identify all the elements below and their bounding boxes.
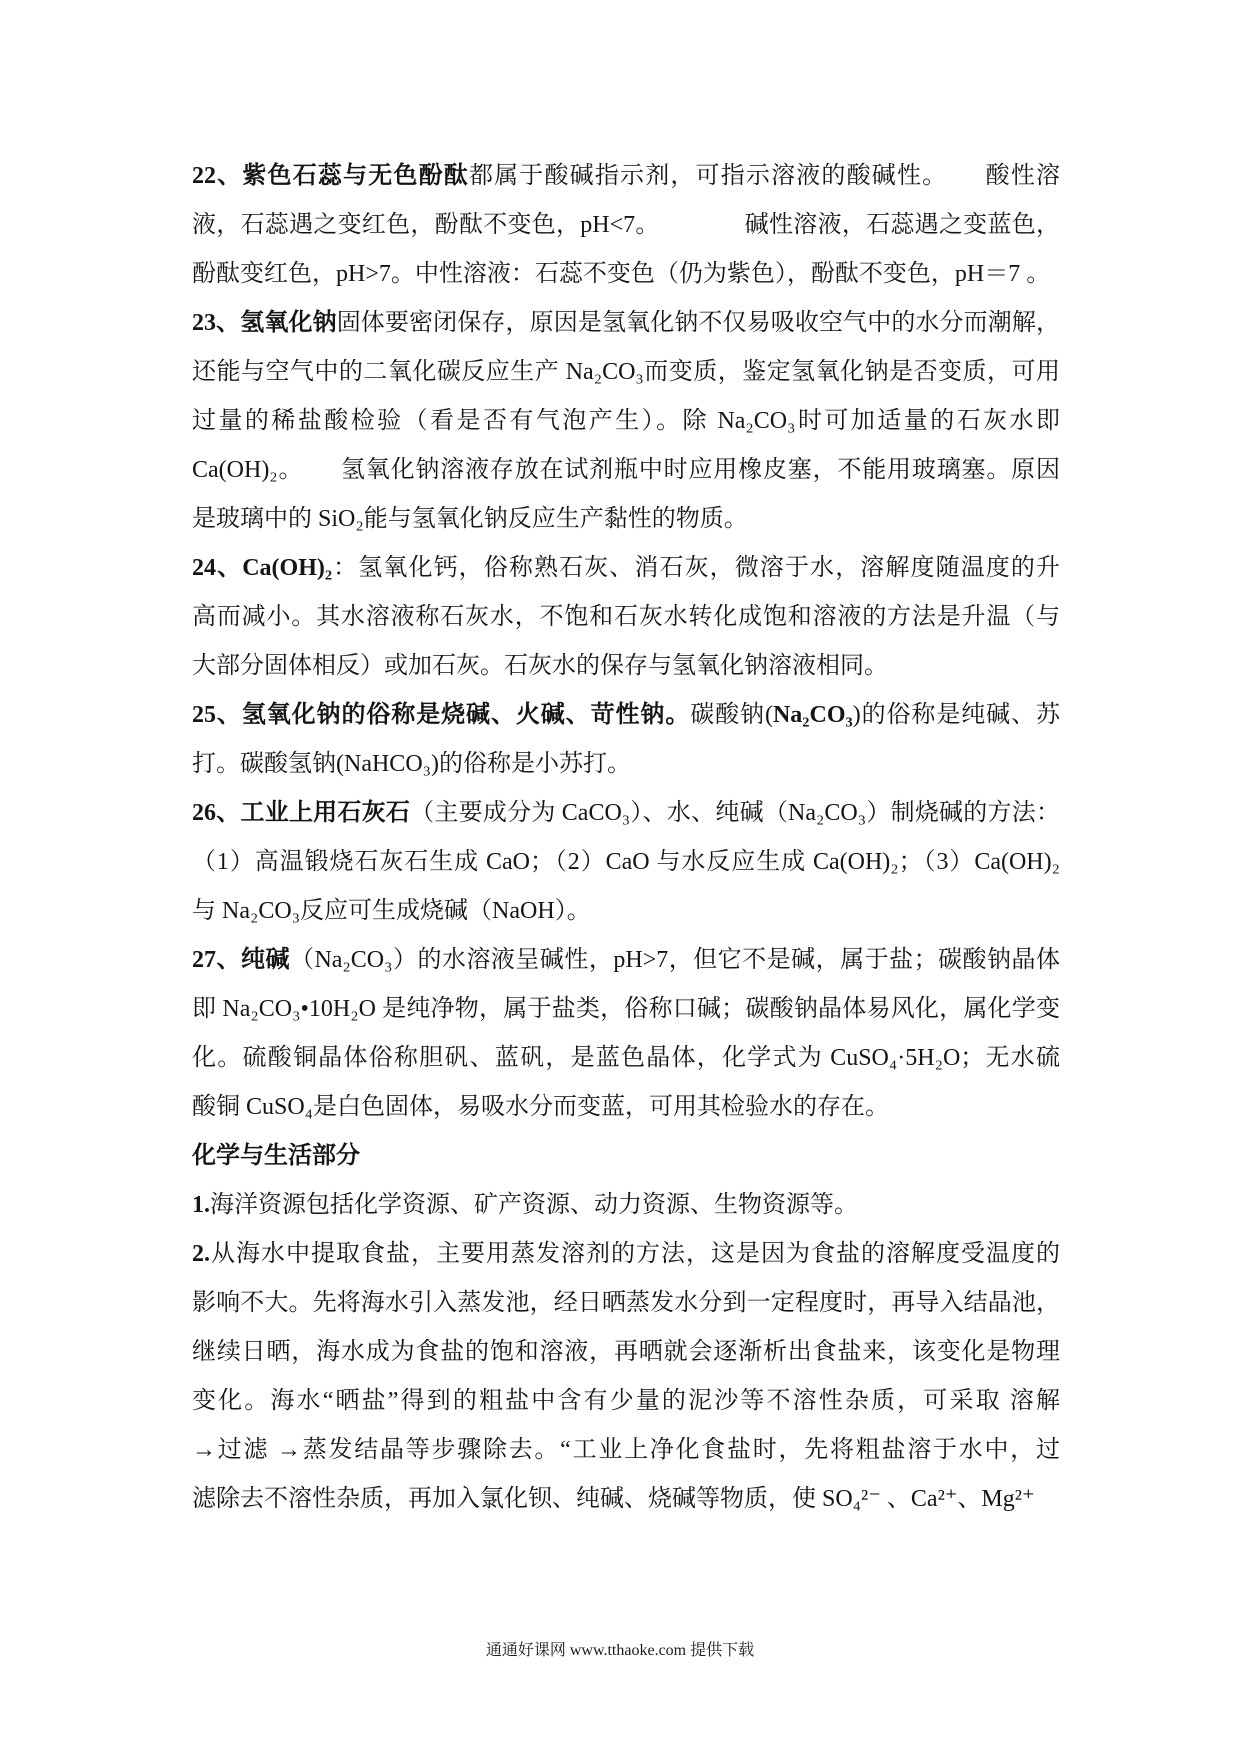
bold-text: 24、Ca(OH)₂ xyxy=(192,555,333,581)
text-run: 碳酸钠( xyxy=(690,702,773,728)
text-line xyxy=(192,495,1060,544)
bold-text: 2. xyxy=(192,1241,210,1267)
bold-text: 25、氢氧化钠的俗称是烧碱、火碱、苛性钠。 xyxy=(192,702,691,728)
paragraph xyxy=(192,691,1060,789)
page-footer xyxy=(0,1640,1240,1662)
text-line xyxy=(192,789,1060,838)
bold-text: 22、紫色石蕊与无色酚酞 xyxy=(192,163,469,189)
text-run: 还能与空气中的二氧化碳反应生产 Na₂CO₃而变质，鉴定氢氧化钠是否变质，可用 xyxy=(192,359,1060,385)
text-line xyxy=(192,1426,1060,1475)
text-line xyxy=(192,740,1060,789)
paragraph xyxy=(192,299,1060,544)
text-run: 滤除去不溶性杂质，再加入氯化钡、纯碱、烧碱等物质，使 SO₄²⁻ 、Ca²⁺、Mg²⁺ xyxy=(192,1486,1035,1512)
text-line xyxy=(192,250,1060,299)
paragraph xyxy=(192,1181,1060,1230)
text-line xyxy=(192,397,1060,446)
text-run: ：氢氧化钙，俗称熟石灰、消石灰，微溶于水，溶解度随温度的升 xyxy=(332,555,1060,581)
bold-text: 23、氢氧化钠 xyxy=(192,310,337,336)
text-line xyxy=(192,299,1060,348)
text-run: 从海水中提取食盐，主要用蒸发溶剂的方法，这是因为食盐的溶解度受温度的 xyxy=(210,1241,1060,1267)
text-line xyxy=(192,1181,1060,1230)
paragraph xyxy=(192,1230,1060,1524)
text-line xyxy=(192,985,1060,1034)
text-line xyxy=(192,642,1060,691)
text-line xyxy=(192,1230,1060,1279)
text-run: →过滤 →蒸发结晶等步骤除去。“工业上净化食盐时，先将粗盐溶于水中，过 xyxy=(192,1437,1060,1463)
text-run: （主要成分为 CaCO₃）、水、纯碱（Na₂CO₃）制烧碱的方法： xyxy=(410,800,1061,826)
text-run: （1）高温锻烧石灰石生成 CaO；（2）CaO 与水反应生成 Ca(OH)₂；（3）Ca(OH)₂ xyxy=(192,849,1060,875)
text-line xyxy=(192,446,1060,495)
text-run: 海洋资源包括化学资源、矿产资源、动力资源、生物资源等。 xyxy=(210,1192,858,1218)
text-run: Ca(OH)₂。 氢氧化钠溶液存放在试剂瓶中时应用橡皮塞，不能用玻璃塞。原因 xyxy=(192,457,1060,483)
text-run: 都属于酸碱指示剂，可指示溶液的酸碱性。 酸性溶 xyxy=(468,163,1061,189)
bold-text: 27、纯碱 xyxy=(192,947,290,973)
text-line xyxy=(192,593,1060,642)
text-run: 酸铜 CuSO₄是白色固体，易吸水分而变蓝，可用其检验水的存在。 xyxy=(192,1094,890,1120)
text-run: 固体要密闭保存，原因是氢氧化钠不仅易吸收空气中的水分而潮解， xyxy=(336,310,1060,336)
text-line xyxy=(192,1034,1060,1083)
text-run: 过量的稀盐酸检验（看是否有气泡产生）。除 Na₂CO₃时可加适量的石灰水即 xyxy=(192,408,1060,434)
text-run: 液，石蕊遇之变红色，酚酞不变色，pH<7。 碱性溶液，石蕊遇之变蓝色， xyxy=(192,212,1060,238)
text-line xyxy=(192,1328,1060,1377)
text-line xyxy=(192,838,1060,887)
bold-text: 1. xyxy=(192,1192,210,1218)
paragraph xyxy=(192,544,1060,691)
text-line xyxy=(192,152,1060,201)
chemistry-and-life-section xyxy=(192,1181,1060,1524)
text-line xyxy=(192,201,1060,250)
text-run: 大部分固体相反）或加石灰。石灰水的保存与氢氧化钠溶液相同。 xyxy=(192,653,888,679)
bold-text: 26、工业上用石灰石 xyxy=(192,800,411,826)
text-run: （Na₂CO₃）的水溶液呈碱性，pH>7，但它不是碱，属于盐；碳酸钠晶体 xyxy=(289,947,1060,973)
text-run: 影响不大。先将海水引入蒸发池，经日晒蒸发水分到一定程度时，再导入结晶池， xyxy=(192,1290,1060,1316)
text-run: 继续日晒，海水成为食盐的饱和溶液，再晒就会逐渐析出食盐来，该变化是物理 xyxy=(192,1339,1060,1365)
text-run: 化。硫酸铜晶体俗称胆矾、蓝矾，是蓝色晶体，化学式为 CuSO₄·5H₂O；无水硫 xyxy=(192,1045,1060,1071)
text-line xyxy=(192,544,1060,593)
section-heading: 化学与生活部分 xyxy=(192,1143,360,1169)
text-run: )的俗称是纯碱、苏 xyxy=(852,702,1060,728)
text-run: 与 Na₂CO₃反应可生成烧碱（NaOH）。 xyxy=(192,898,591,924)
text-line xyxy=(192,1083,1060,1132)
paragraph xyxy=(192,789,1060,936)
text-line xyxy=(192,1475,1060,1524)
text-run: 酚酞变红色，pH>7。中性溶液：石蕊不变色（仍为紫色），酚酞不变色，pH＝7 。 xyxy=(192,261,1051,287)
text-run: 高而减小。其水溶液称石灰水，不饱和石灰水转化成饱和溶液的方法是升温（与 xyxy=(192,604,1060,630)
bold-text: Na₂CO₃ xyxy=(772,702,853,728)
text-run: 即 Na₂CO₃•10H₂O 是纯净物，属于盐类，俗称口碱；碳酸钠晶体易风化，属化学变 xyxy=(192,996,1060,1022)
text-line xyxy=(192,936,1060,985)
footer-text: 通通好课网 www.tthaoke.com 提供下载 xyxy=(485,1642,755,1659)
text-run: 是玻璃中的 SiO₂能与氢氧化钠反应生产黏性的物质。 xyxy=(192,506,748,532)
page-body xyxy=(192,152,1060,1524)
numbered-points-section xyxy=(192,152,1060,1132)
text-run: 打。碳酸氢钠(NaHCO₃)的俗称是小苏打。 xyxy=(192,751,632,777)
text-line xyxy=(192,1279,1060,1328)
paragraph xyxy=(192,152,1060,299)
text-line xyxy=(192,691,1060,740)
text-run: 变化。海水“晒盐”得到的粗盐中含有少量的泥沙等不溶性杂质，可采取 溶解 xyxy=(192,1388,1060,1414)
paragraph xyxy=(192,936,1060,1132)
text-line xyxy=(192,887,1060,936)
text-line xyxy=(192,348,1060,397)
text-line xyxy=(192,1377,1060,1426)
